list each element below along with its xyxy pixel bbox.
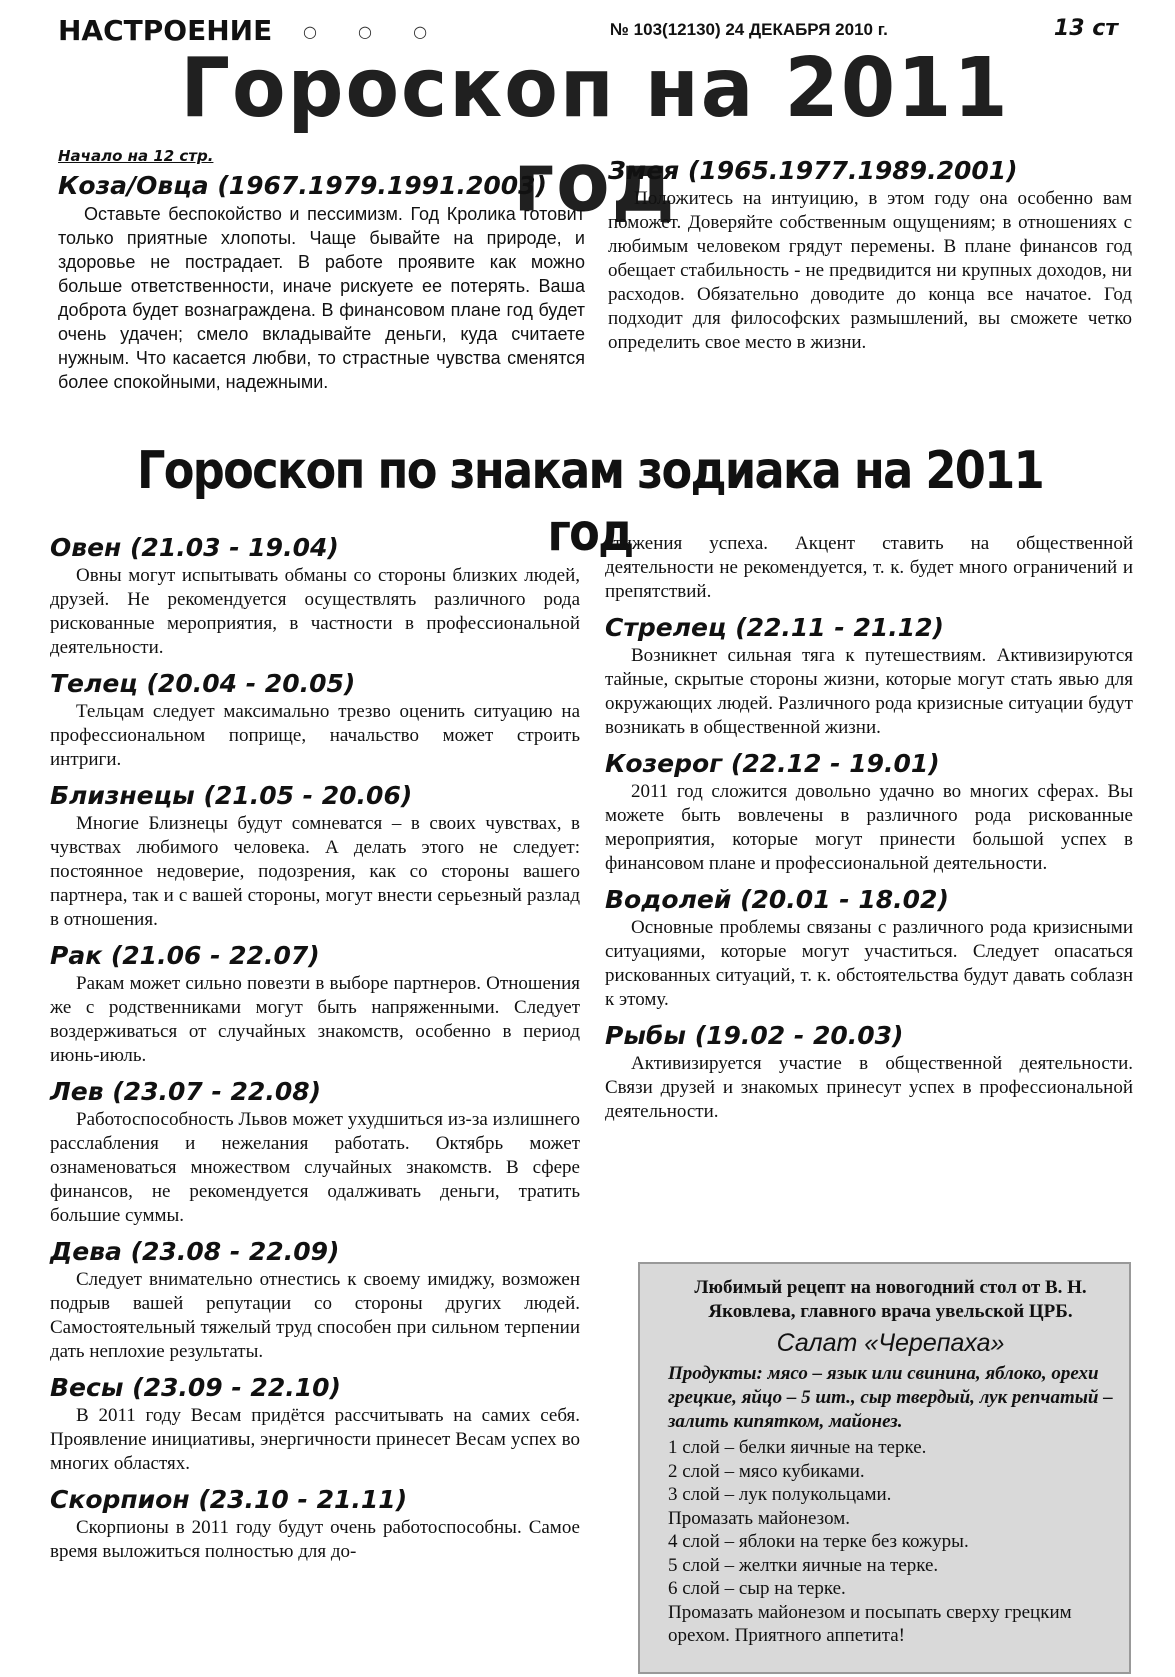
sign-title: Весы (23.09 - 22.10) [50, 1373, 341, 1402]
sign-text: Работоспособность Львов может ухудшиться из-за излишнего расслабления и нежелания работать. Октябрь может ознаменоваться множеством случайных знакомств. В сфере финансов, не рекомендуется одалживать деньги, тратить большие суммы. [50, 1109, 580, 1226]
sign-title: Лев (23.07 - 22.08) [50, 1077, 322, 1106]
sign-title: Близнецы (21.05 - 20.06) [50, 781, 413, 810]
zodiac-sign-pisces [605, 1020, 1133, 1124]
chinese-sign-goat [58, 170, 585, 394]
chinese-sign-snake [608, 155, 1132, 355]
sign-title: Коза/Овца (1967.1979.1991.2003) [58, 171, 547, 200]
sign-text: Возникнет сильная тяга к путешествиям. Активизируются тайные, скрытые стороны жизни, которые могут стать явью для окружающих людей. Различного рода кризисные ситуации будут возникать в общественной жизни. [605, 645, 1133, 738]
sign-text: Активизируется участие в общественной деятельности. Связи друзей и знакомых принесут успех в профессиональной деятельности. [605, 1053, 1133, 1122]
zodiac-sign-virgo [50, 1236, 580, 1364]
sign-text: Следует внимательно отнестись к своему имиджу, возможен подрыв вашей репутации со стороны других людей. Самостоятельный тяжелый труд способен при сильном терпении дать неплохие результаты. [50, 1269, 580, 1362]
recipe-step: Промазать майонезом. [668, 1507, 850, 1529]
zodiac-sign-gemini [50, 780, 580, 932]
zodiac-title: Гороскоп по знакам зодиака на 2011 год [137, 441, 1043, 563]
decorative-dots: ○ ○ ○ [303, 22, 446, 41]
zodiac-right-column [605, 532, 1133, 1132]
sign-title: Скорпион (23.10 - 21.11) [50, 1485, 408, 1514]
sign-text: Ракам может сильно повезти в выборе партнеров. Отношения же с родственниками могут быть напряженными. Следует воздерживаться от случайных знакомств, особенно в период июнь-июль. [50, 973, 580, 1066]
recipe-step: 3 слой – лук полукольцами. [668, 1484, 892, 1505]
recipe-box [638, 1262, 1131, 1674]
chinese-right-column [608, 155, 1132, 363]
sign-text: Основные проблемы связаны с различного рода кризисными ситуациями, которые могут участиться. Следует опасаться рискованных ситуаций, т. к. обстоятельства будут давать соблазн к этому. [605, 917, 1133, 1010]
recipe-title: Любимый рецепт на новогодний стол от В. Н. Яковлева, главного врача увельской ЦРБ. [694, 1277, 1087, 1322]
zodiac-sign-capricorn [605, 748, 1133, 876]
zodiac-left-column [50, 532, 580, 1572]
sign-title: Телец (20.04 - 20.05) [50, 669, 356, 698]
zodiac-sign-cancer [50, 940, 580, 1068]
recipe-step: 1 слой – белки яичные на терке. [668, 1437, 927, 1458]
sign-text: Скорпионы в 2011 году будут очень работоспособны. Самое время выложиться полностью для до- [50, 1517, 580, 1562]
issue-info: № 103(12130) 24 ДЕКАБРЯ 2010 г. [610, 20, 888, 39]
recipe-dish-name: Салат «Черепаха» [776, 1329, 1005, 1357]
recipe-step: 2 слой – мясо кубиками. [668, 1460, 865, 1482]
continued-note: Начало на 12 стр. [58, 147, 214, 165]
recipe-step: 6 слой – сыр на терке. [668, 1578, 846, 1599]
recipe-step: Промазать майонезом и посыпать сверху грецким орехом. Приятного аппетита! [668, 1601, 1072, 1646]
scorpio-continuation [605, 532, 1133, 604]
sign-text: стижения успеха. Акцент ставить на общественной деятельности не рекомендуется, т. к. будет много ограничений и препятствий. [605, 533, 1133, 602]
sign-text: Тельцам следует максимально трезво оценить ситуацию на профессиональном поприще, начальство может строить интриги. [50, 701, 580, 770]
zodiac-sign-scorpio [50, 1484, 580, 1564]
recipe-ingredients: Продукты: мясо – язык или свинина, яблоко, орехи грецкие, яйцо – 5 шт., сыр твердый, лук репчатый – залить кипятком, майонез. [668, 1363, 1113, 1432]
zodiac-sign-leo [50, 1076, 580, 1228]
chinese-left-column [58, 170, 585, 402]
sign-text: Многие Близнецы будут сомневатся – в своих чувствах, в чувствах любимого человека. А делать этого не следует: постоянное недоверие, подозрения, как со стороны вашего партнера, так и с вашей стороны, могут внести серьезный разлад в отношения. [50, 813, 580, 930]
sign-title: Стрелец (22.11 - 21.12) [605, 613, 944, 642]
sign-text: 2011 год сложится довольно удачно во многих сферах. Вы можете быть вовлечены в различного рода рискованные мероприятия, которые могут принести большой успех в финансовом плане и профессиональной деятельности. [605, 781, 1133, 874]
zodiac-sign-libra [50, 1372, 580, 1476]
sign-title: Змея (1965.1977.1989.2001) [608, 156, 1018, 185]
sign-title: Рак (21.06 - 22.07) [50, 941, 320, 970]
sign-title: Дева (23.08 - 22.09) [50, 1237, 340, 1266]
sign-title: Овен (21.03 - 19.04) [50, 533, 339, 562]
zodiac-sign-taurus [50, 668, 580, 772]
sign-title: Рыбы (19.02 - 20.03) [605, 1021, 904, 1050]
sign-text: В 2011 году Весам придётся рассчитывать на самих себя. Проявление инициативы, энергичности принесет Весам успех во многих областях. [50, 1405, 580, 1474]
recipe-step: 5 слой – желтки яичные на терке. [668, 1554, 939, 1576]
section-name: НАСТРОЕНИЕ [58, 14, 273, 47]
zodiac-sign-aries [50, 532, 580, 660]
sign-text: Овны могут испытывать обманы со стороны близких людей, друзей. Не рекомендуется осуществлять различного рода рискованные мероприятия, в частности в профессиональной деятельности. [50, 565, 580, 658]
zodiac-sign-aquarius [605, 884, 1133, 1012]
sign-text: Оставьте беспокойство и пессимизм. Год Кролика готовит только приятные хлопоты. Чаще бывайте на природе, и здоровье не пострадает. В работе проявите как можно больше ответственности, иначе рискуете ее потерять. Ваша доброта будет вознаграждена. В финансовом плане год будет очень удачен; смело вкладывайте деньги, куда считаете нужным. Что касается любви, то страстные чувства сменятся более спокойными, надежными. [58, 204, 585, 392]
sign-title: Водолей (20.01 - 18.02) [605, 885, 949, 914]
sign-title: Козерог (22.12 - 19.01) [605, 749, 940, 778]
sign-text: Положитесь на интуицию, в этом году она особенно вам поможет. Доверяйте собственным ощущениям; в отношениях с любимым человеком грядут перемены. В плане финансов год обещает стабильность - не предвидится ни крупных доходов, ни расходов. Обязательно доводите до конца все начатое. Год подходит для философских размышлений, вы сможете четко определить свое место в жизни. [608, 188, 1132, 353]
main-title: Гороскоп на 2011 год [180, 41, 1010, 231]
page-number: 13 ст [1053, 16, 1118, 41]
zodiac-sign-sagittarius [605, 612, 1133, 740]
recipe-step: 4 слой – яблоки на терке без кожуры. [668, 1531, 969, 1552]
